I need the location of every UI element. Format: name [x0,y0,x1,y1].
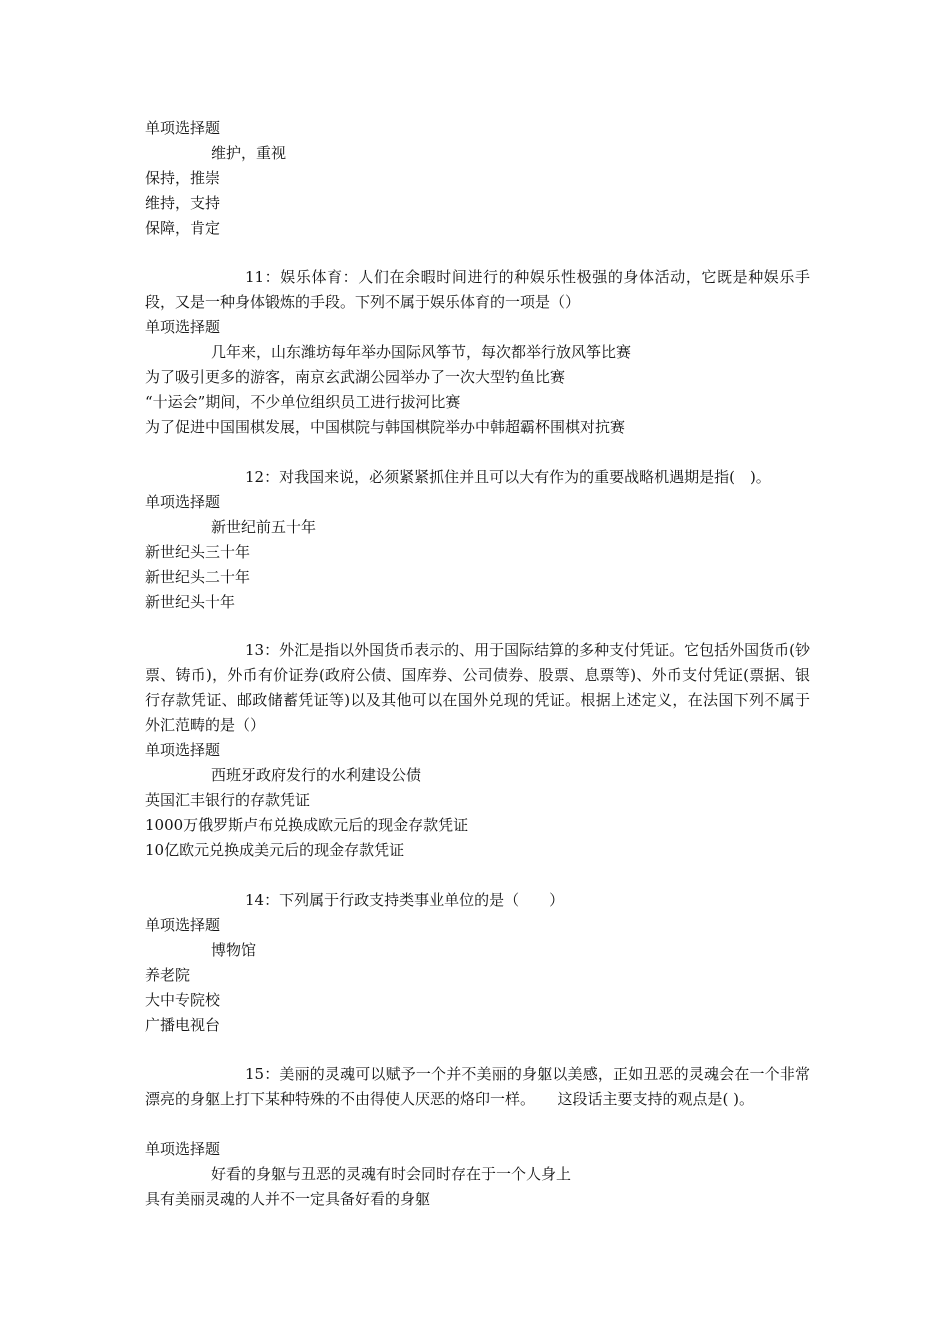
option-b: 保持，推崇 [145,169,221,187]
question-13-option-b: 英国汇丰银行的存款凭证 [145,791,311,809]
question-13-option-c: 1000万俄罗斯卢布兑换成欧元后的现金存款凭证 [145,816,469,834]
question-11-option-d: 为了促进中国围棋发展，中国棋院与韩国棋院举办中韩超霸杯围棋对抗赛 [145,418,626,436]
question-11-text: 11：娱乐体育：人们在余暇时间进行的种娱乐性极强的身体活动，它既是种娱乐手段，又是一种身体锻炼的手段。下列不属于娱乐体育的一项是（） [145,268,810,311]
question-11-option-b: 为了吸引更多的游客，南京玄武湖公园举办了一次大型钓鱼比赛 [145,368,566,386]
question-15-option-b: 具有美丽灵魂的人并不一定具备好看的身躯 [145,1190,431,1208]
question-14-option-b: 养老院 [145,966,191,984]
question-12-option-d: 新世纪头十年 [145,593,236,611]
question-12-text: 12：对我国来说，必须紧紧抓住并且可以大有作为的重要战略机遇期是指( )。 [245,468,771,486]
question-14-type-label: 单项选择题 [145,916,221,934]
question-13-option-d: 10亿欧元兑换成美元后的现金存款凭证 [145,841,405,859]
question-11-type-label: 单项选择题 [145,318,221,336]
question-14-option-c: 大中专院校 [145,991,221,1009]
question-14-option-a: 博物馆 [211,941,257,959]
question-15-text: 15：美丽的灵魂可以赋予一个并不美丽的身躯以美感，正如丑恶的灵魂会在一个非常漂亮的身躯上打下某种特殊的不由得使人厌恶的烙印一样。 这段话主要支持的观点是( )。 [145,1065,810,1108]
question-type-label: 单项选择题 [145,119,221,137]
question-14-option-d: 广播电视台 [145,1016,221,1034]
question-12-type-label: 单项选择题 [145,493,221,511]
question-13-text: 13：外汇是指以外国货币表示的、用于国际结算的多种支付凭证。它包括外国货币(钞票、铸币)，外币有价证券(政府公债、国库券、公司债券、股票、息票等)、外币支付凭证(票据、银行存款凭证、邮政储蓄凭证等)以及其他可以在国外兑现的凭证。根据上述定义，在法国下列不属于外汇范畴的是（） [145,641,810,734]
question-13-type-label: 单项选择题 [145,741,221,759]
question-14-text: 14：下列属于行政支持类事业单位的是（ ） [245,891,565,909]
question-12-option-a: 新世纪前五十年 [211,518,317,536]
question-12-option-b: 新世纪头三十年 [145,543,251,561]
option-c: 维持，支持 [145,194,221,212]
question-11-option-c: “十运会”期间，不少单位组织员工进行拔河比赛 [145,393,461,411]
question-15-type-label: 单项选择题 [145,1140,221,1158]
option-d: 保障，肯定 [145,219,221,237]
question-13-option-a: 西班牙政府发行的水利建设公债 [211,766,422,784]
question-11-option-a: 几年来，山东潍坊每年举办国际风筝节，每次都举行放风筝比赛 [211,343,632,361]
question-15-option-a: 好看的身躯与丑恶的灵魂有时会同时存在于一个人身上 [211,1165,572,1183]
question-12-option-c: 新世纪头二十年 [145,568,251,586]
option-a: 维护，重视 [211,144,287,162]
